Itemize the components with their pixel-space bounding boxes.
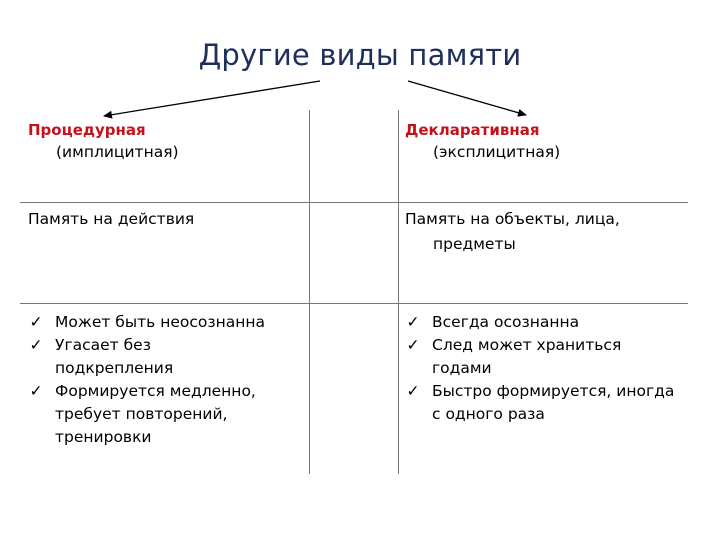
list-item: ✓ Может быть неосознанна [25, 311, 303, 334]
procedural-subheading: (имплицитная) [56, 143, 179, 161]
declarative-heading: Декларативная [405, 121, 540, 139]
procedural-heading: Процедурная [28, 121, 146, 139]
check-icon: ✓ [29, 336, 43, 354]
list-item: ✓ След может храниться годами [402, 334, 677, 380]
list-item: ✓ Быстро формируется, иногда с одного раза [402, 380, 677, 426]
table-row-separator-1 [20, 202, 688, 203]
procedural-bullets [25, 311, 303, 449]
list-item: ✓ Угасает без подкрепления [25, 334, 215, 380]
procedural-row2: Память на действия [28, 210, 195, 228]
diagram-title: Другие виды памяти [198, 38, 522, 72]
list-item: ✓ Всегда осознанна [402, 311, 692, 334]
declarative-row2-line1: Память на объекты, лица, [405, 210, 620, 228]
check-icon: ✓ [406, 313, 420, 331]
declarative-row2-line2: предметы [433, 235, 516, 253]
table-row-separator-2 [20, 303, 688, 304]
declarative-subheading: (эксплицитная) [433, 143, 561, 161]
check-icon: ✓ [29, 313, 43, 331]
arrow-to-procedural [104, 81, 320, 116]
check-icon: ✓ [29, 382, 43, 400]
check-icon: ✓ [406, 336, 420, 354]
list-item: ✓ Формируется медленно, требует повторений, тренировки [25, 380, 310, 449]
table-divider-right [398, 110, 399, 474]
check-icon: ✓ [406, 382, 420, 400]
declarative-bullets [402, 311, 692, 426]
arrow-to-declarative [408, 81, 526, 115]
